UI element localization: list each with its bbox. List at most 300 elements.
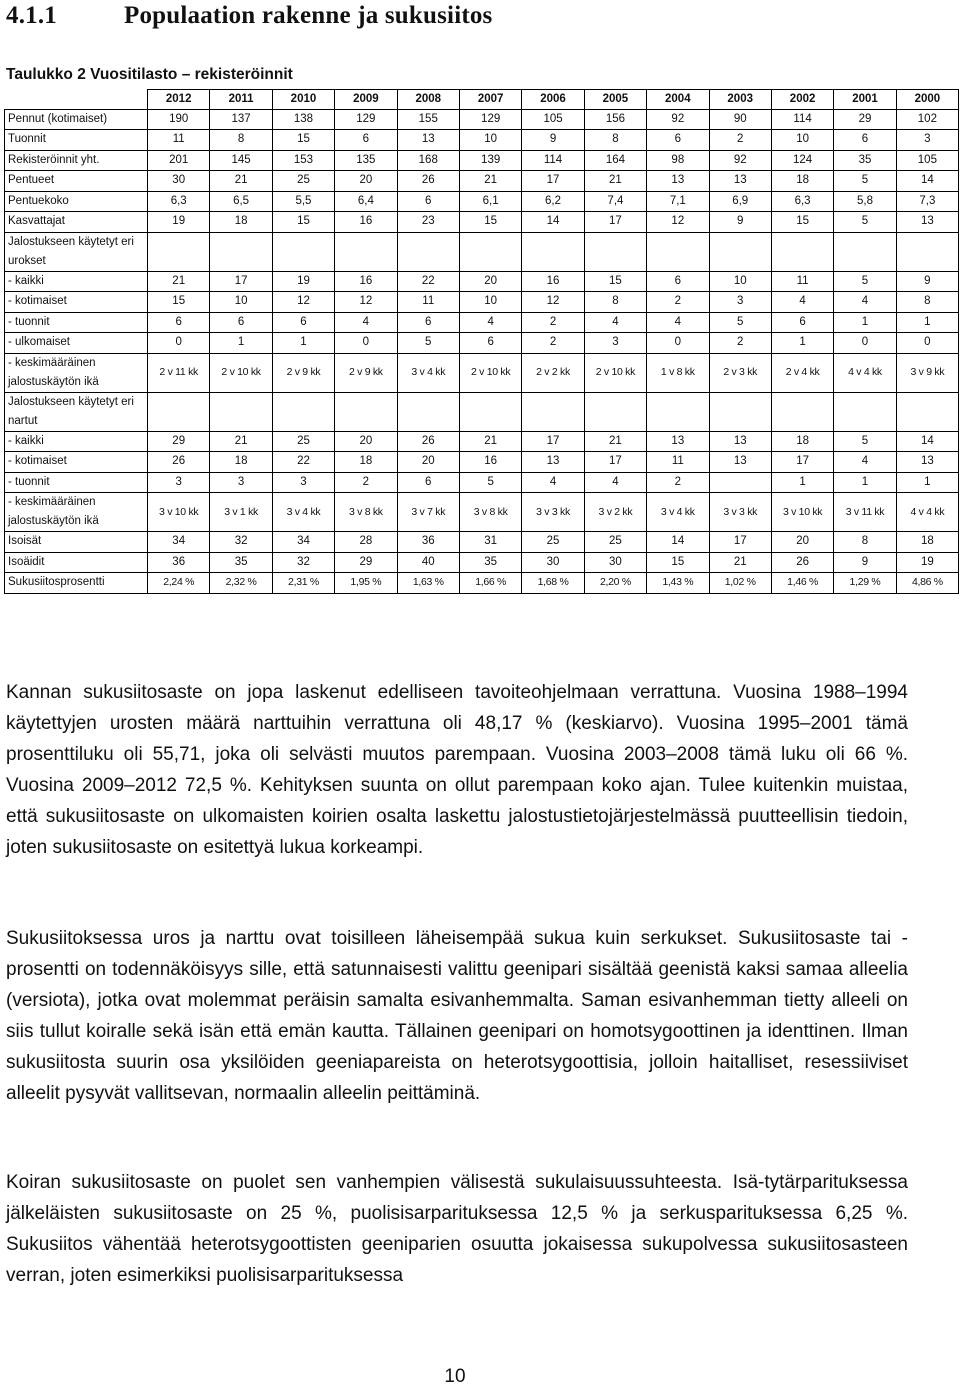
table-cell: 8 (896, 292, 958, 313)
table-cell: 137 (210, 109, 272, 130)
table-cell: 1,66 % (459, 573, 521, 594)
table-cell: 1 (272, 333, 334, 354)
table-cell (397, 392, 459, 431)
table-row (5, 130, 959, 151)
registration-statistics-table (4, 89, 959, 594)
table-cell: 6,3 (148, 191, 210, 212)
table-cell: 21 (584, 431, 646, 452)
table-cell: 145 (210, 150, 272, 171)
table-cell: 1,63 % (397, 573, 459, 594)
table-cell: 12 (522, 292, 584, 313)
table-row (5, 150, 959, 171)
table-row (5, 171, 959, 192)
table-cell: 3 v 11 kk (834, 493, 896, 532)
table-cell: 4 (335, 312, 397, 333)
table-cell (834, 232, 896, 271)
table-cell: 21 (709, 552, 771, 573)
table-cell: 18 (771, 431, 833, 452)
table-cell: 32 (272, 552, 334, 573)
table-cell: 1 (210, 333, 272, 354)
table-cell: 4 (834, 452, 896, 473)
year-header-2005: 2005 (584, 90, 646, 110)
row-label: Jalostukseen käytetyt eri nartut (5, 392, 148, 431)
page-number: 10 (444, 1366, 466, 1387)
table-cell: 3 v 10 kk (771, 493, 833, 532)
table-cell (272, 392, 334, 431)
section-number: 4.1.1 (6, 2, 57, 29)
table-cell: 1 (834, 312, 896, 333)
table-row (5, 353, 959, 392)
table-cell: 0 (834, 333, 896, 354)
table-cell: 4,86 % (896, 573, 958, 594)
table-cell: 7,4 (584, 191, 646, 212)
table-cell (771, 232, 833, 271)
table-cell: 6,1 (459, 191, 521, 212)
table-cell: 92 (647, 109, 709, 130)
table-cell: 3 v 4 kk (272, 493, 334, 532)
table-cell: 6 (272, 312, 334, 333)
table-cell: 155 (397, 109, 459, 130)
table-cell: 8 (584, 292, 646, 313)
table-cell: 36 (148, 552, 210, 573)
table-cell: 17 (709, 532, 771, 553)
table-row (5, 552, 959, 573)
table-cell: 3 v 3 kk (522, 493, 584, 532)
table-cell: 153 (272, 150, 334, 171)
table-cell: 2 v 4 kk (771, 353, 833, 392)
row-label: Rekisteröinnit yht. (5, 150, 148, 171)
table-cell: 23 (397, 212, 459, 233)
table-cell: 30 (148, 171, 210, 192)
table-cell: 3 (709, 292, 771, 313)
table-cell: 22 (272, 452, 334, 473)
table-cell: 22 (397, 271, 459, 292)
table-cell: 25 (272, 431, 334, 452)
table-cell: 28 (335, 532, 397, 553)
table-cell: 31 (459, 532, 521, 553)
table-cell: 2 (647, 292, 709, 313)
table-cell: 114 (522, 150, 584, 171)
table-cell: 1,68 % (522, 573, 584, 594)
table-cell (522, 232, 584, 271)
table-cell (210, 232, 272, 271)
year-header-2003: 2003 (709, 90, 771, 110)
table-cell: 0 (148, 333, 210, 354)
table-cell: 1,29 % (834, 573, 896, 594)
table-cell: 2 v 3 kk (709, 353, 771, 392)
table-cell: 4 v 4 kk (896, 493, 958, 532)
table-cell: 16 (459, 452, 521, 473)
table-cell (459, 232, 521, 271)
table-cell: 6,9 (709, 191, 771, 212)
table-cell: 0 (896, 333, 958, 354)
row-label: Kasvattajat (5, 212, 148, 233)
table-cell: 156 (584, 109, 646, 130)
table-cell: 102 (896, 109, 958, 130)
table-cell: 3 v 1 kk (210, 493, 272, 532)
table-cell: 6 (834, 130, 896, 151)
table-cell: 25 (584, 532, 646, 553)
table-cell: 17 (522, 431, 584, 452)
table-cell (272, 232, 334, 271)
table-cell: 5,8 (834, 191, 896, 212)
table-cell: 34 (272, 532, 334, 553)
year-header-2006: 2006 (522, 90, 584, 110)
table-cell: 4 (522, 472, 584, 493)
row-label: - tuonnit (5, 472, 148, 493)
table-cell: 12 (335, 292, 397, 313)
row-label: Isoäidit (5, 552, 148, 573)
table-row (5, 392, 959, 431)
table-cell: 6 (210, 312, 272, 333)
table-cell: 17 (584, 452, 646, 473)
year-header-2002: 2002 (771, 90, 833, 110)
table-cell: 1 (896, 312, 958, 333)
table-cell: 13 (397, 130, 459, 151)
table-cell (709, 392, 771, 431)
table-row (5, 431, 959, 452)
table-row (5, 191, 959, 212)
table-cell: 17 (584, 212, 646, 233)
table-cell: 168 (397, 150, 459, 171)
table-cell: 32 (210, 532, 272, 553)
row-label: Isoisät (5, 532, 148, 553)
table-cell: 7,3 (896, 191, 958, 212)
table-cell: 15 (148, 292, 210, 313)
row-label: Tuonnit (5, 130, 148, 151)
table-cell: 5 (709, 312, 771, 333)
table-row (5, 271, 959, 292)
table-cell: 4 (584, 472, 646, 493)
table-cell: 20 (459, 271, 521, 292)
table-row (5, 312, 959, 333)
table-cell: 17 (522, 171, 584, 192)
table-cell: 6 (148, 312, 210, 333)
year-header-2010: 2010 (272, 90, 334, 110)
table-cell: 2 (522, 312, 584, 333)
table-cell: 4 (459, 312, 521, 333)
table-cell: 6,3 (771, 191, 833, 212)
table-cell: 9 (522, 130, 584, 151)
table-cell: 5 (834, 212, 896, 233)
table-cell: 9 (709, 212, 771, 233)
year-header-2004: 2004 (647, 90, 709, 110)
table-cell: 34 (148, 532, 210, 553)
table-cell: 14 (522, 212, 584, 233)
table-cell: 129 (459, 109, 521, 130)
table-cell: 13 (522, 452, 584, 473)
row-label: Pentueet (5, 171, 148, 192)
table-cell: 16 (335, 271, 397, 292)
table-cell: 18 (210, 212, 272, 233)
table-cell (709, 232, 771, 271)
table-cell: 4 v 4 kk (834, 353, 896, 392)
table-cell: 6 (771, 312, 833, 333)
table-cell: 105 (522, 109, 584, 130)
table-cell: 3 v 7 kk (397, 493, 459, 532)
table-cell: 17 (771, 452, 833, 473)
table-cell: 19 (896, 552, 958, 573)
table-cell: 1 (771, 333, 833, 354)
table-cell: 1 (834, 472, 896, 493)
table-cell: 15 (272, 212, 334, 233)
table-cell: 21 (459, 171, 521, 192)
row-label: - kotimaiset (5, 292, 148, 313)
row-label: Pennut (kotimaiset) (5, 109, 148, 130)
table-cell: 1,02 % (709, 573, 771, 594)
table-cell: 1 (771, 472, 833, 493)
table-cell: 12 (647, 212, 709, 233)
table-cell (584, 392, 646, 431)
table-cell: 6 (397, 472, 459, 493)
table-cell: 12 (272, 292, 334, 313)
table-cell: 13 (709, 452, 771, 473)
table-cell: 92 (709, 150, 771, 171)
row-label: - ulkomaiset (5, 333, 148, 354)
year-header-2007: 2007 (459, 90, 521, 110)
table-cell: 6,2 (522, 191, 584, 212)
table-cell: 105 (896, 150, 958, 171)
table-cell (335, 232, 397, 271)
table-cell: 0 (647, 333, 709, 354)
table-cell: 2 v 9 kk (335, 353, 397, 392)
table-cell (771, 392, 833, 431)
table-cell: 18 (771, 171, 833, 192)
table-cell: 26 (397, 431, 459, 452)
table-cell: 13 (647, 431, 709, 452)
table-cell: 2 (709, 130, 771, 151)
table-cell: 16 (522, 271, 584, 292)
table-cell: 10 (459, 292, 521, 313)
table-cell: 98 (647, 150, 709, 171)
row-label: Jalostukseen käytetyt eri urokset (5, 232, 148, 271)
table-caption: Taulukko 2 Vuositilasto – rekisteröinnit (6, 66, 293, 83)
table-cell: 3 v 8 kk (335, 493, 397, 532)
table-cell: 11 (771, 271, 833, 292)
table-cell (148, 392, 210, 431)
table-cell: 3 v 4 kk (397, 353, 459, 392)
table-cell: 139 (459, 150, 521, 171)
table-cell (834, 392, 896, 431)
row-label: - keskimääräinen jalostuskäytön ikä (5, 493, 148, 532)
table-cell: 2 (335, 472, 397, 493)
table-cell: 6 (335, 130, 397, 151)
table-cell: 25 (522, 532, 584, 553)
table-cell: 30 (584, 552, 646, 573)
table-cell: 5 (834, 431, 896, 452)
table-cell: 2 v 9 kk (272, 353, 334, 392)
table-cell: 7,1 (647, 191, 709, 212)
table-cell (335, 392, 397, 431)
table-cell: 20 (771, 532, 833, 553)
table-cell: 8 (584, 130, 646, 151)
table-cell: 6 (397, 312, 459, 333)
table-cell: 190 (148, 109, 210, 130)
table-row (5, 493, 959, 532)
table-cell: 3 (272, 472, 334, 493)
row-label: Sukusiitosprosentti (5, 573, 148, 594)
table-cell: 10 (709, 271, 771, 292)
table-cell: 1,95 % (335, 573, 397, 594)
table-cell: 2 v 10 kk (584, 353, 646, 392)
table-cell: 26 (148, 452, 210, 473)
table-cell: 6 (397, 191, 459, 212)
table-cell: 25 (272, 171, 334, 192)
row-label: - kotimaiset (5, 452, 148, 473)
table-cell: 20 (335, 171, 397, 192)
table-cell: 2 (709, 333, 771, 354)
table-cell: 18 (335, 452, 397, 473)
table-cell: 18 (210, 452, 272, 473)
table-cell: 13 (896, 212, 958, 233)
paragraph-1: Kannan sukusiitosaste on jopa laskenut edelliseen tavoiteohjelmaan verrattuna. Vuosina 1988–1994 käytettyjen urosten määrä narttuihin verrattuna oli 48,17 % (keskiarvo). Vuosina 1995–2001 tämä prosenttiluku oli 55,71, joka oli selvästi muutos parempaan. Vuosina 2003–2008 tämä luku oli 66 %. Vuosina 2009–2012 72,5 %. Kehityksen suunta on ollut parempaan koko ajan. Tulee kuitenkin muistaa, että sukusiitosaste on ulkomaisten koirien osalta laskettu jalostustietojärjestelmässä puutteellisin tiedoin, joten sukusiitosaste on esitettyä lukua korkeampi. (6, 682, 908, 858)
table-cell: 14 (896, 431, 958, 452)
table-cell: 1 (896, 472, 958, 493)
table-cell: 6 (459, 333, 521, 354)
table-cell: 2 v 10 kk (459, 353, 521, 392)
year-header-2011: 2011 (210, 90, 272, 110)
year-header-2001: 2001 (834, 90, 896, 110)
table-cell: 5 (459, 472, 521, 493)
table-cell: 3 v 4 kk (647, 493, 709, 532)
table-cell: 36 (397, 532, 459, 553)
table-cell: 11 (148, 130, 210, 151)
table-cell: 20 (397, 452, 459, 473)
row-label: - tuonnit (5, 312, 148, 333)
table-body (5, 109, 959, 593)
table-cell: 6 (647, 130, 709, 151)
table-row (5, 452, 959, 473)
table-cell: 21 (210, 431, 272, 452)
row-label: Pentuekoko (5, 191, 148, 212)
table-row (5, 109, 959, 130)
table-cell: 1,46 % (771, 573, 833, 594)
table-cell: 11 (647, 452, 709, 473)
table-cell: 8 (210, 130, 272, 151)
row-label: - keskimääräinen jalostuskäytön ikä (5, 353, 148, 392)
table-cell: 6 (647, 271, 709, 292)
table-cell: 16 (335, 212, 397, 233)
table-row (5, 292, 959, 313)
table-cell: 9 (896, 271, 958, 292)
table-cell: 11 (397, 292, 459, 313)
table-cell: 2 (522, 333, 584, 354)
table-cell: 3 (210, 472, 272, 493)
table-cell: 21 (584, 171, 646, 192)
table-cell: 15 (459, 212, 521, 233)
table-cell (647, 232, 709, 271)
table-cell (584, 232, 646, 271)
table-cell: 10 (210, 292, 272, 313)
table-row (5, 232, 959, 271)
table-cell (459, 392, 521, 431)
table-cell: 19 (148, 212, 210, 233)
table-cell: 3 v 3 kk (709, 493, 771, 532)
table-cell: 5 (834, 271, 896, 292)
table-row (5, 573, 959, 594)
row-label: - kaikki (5, 431, 148, 452)
year-header-2009: 2009 (335, 90, 397, 110)
year-header-2008: 2008 (397, 90, 459, 110)
table-cell: 14 (896, 171, 958, 192)
row-label: - kaikki (5, 271, 148, 292)
table-cell: 2,24 % (148, 573, 210, 594)
table-corner-cell (5, 90, 148, 110)
table-cell: 4 (647, 312, 709, 333)
table-cell (522, 392, 584, 431)
table-cell: 14 (647, 532, 709, 553)
table-row (5, 212, 959, 233)
table-cell: 40 (397, 552, 459, 573)
table-header-row (5, 90, 959, 110)
table-cell: 201 (148, 150, 210, 171)
table-cell: 21 (210, 171, 272, 192)
table-cell: 10 (459, 130, 521, 151)
table-row (5, 333, 959, 354)
table-cell: 15 (647, 552, 709, 573)
table-cell: 35 (459, 552, 521, 573)
table-cell: 2,32 % (210, 573, 272, 594)
table-cell: 26 (771, 552, 833, 573)
table-cell: 1,43 % (647, 573, 709, 594)
table-cell: 10 (771, 130, 833, 151)
table-cell: 3 (584, 333, 646, 354)
table-cell (896, 392, 958, 431)
table-cell: 2 (647, 472, 709, 493)
table-cell: 1 v 8 kk (647, 353, 709, 392)
year-header-2012: 2012 (148, 90, 210, 110)
table-cell: 35 (210, 552, 272, 573)
table-cell: 2,31 % (272, 573, 334, 594)
table-cell: 30 (522, 552, 584, 573)
year-header-2000: 2000 (896, 90, 958, 110)
table-cell: 6,4 (335, 191, 397, 212)
table-cell: 90 (709, 109, 771, 130)
table-cell: 3 v 9 kk (896, 353, 958, 392)
table-cell: 0 (335, 333, 397, 354)
table-cell: 2 v 11 kk (148, 353, 210, 392)
table-cell: 19 (272, 271, 334, 292)
table-cell: 29 (335, 552, 397, 573)
table-cell: 13 (896, 452, 958, 473)
table-cell: 21 (459, 431, 521, 452)
table-cell: 3 (896, 130, 958, 151)
table-cell: 29 (834, 109, 896, 130)
table-cell: 138 (272, 109, 334, 130)
table-cell: 3 v 8 kk (459, 493, 521, 532)
table-cell: 18 (896, 532, 958, 553)
section-title: Populaation rakenne ja sukusiitos (124, 2, 493, 29)
table-cell: 164 (584, 150, 646, 171)
table-cell: 29 (148, 431, 210, 452)
table-cell: 4 (771, 292, 833, 313)
table-row (5, 472, 959, 493)
paragraph-2: Sukusiitoksessa uros ja narttu ovat toisilleen läheisempää sukua kuin serkukset. Sukusiitosaste tai -prosentti on todennäköisyys sille, että satunnaisesti valittu geenipari sisältää geenistä kaksi samaa alleelia (versiota), jotka ovat molemmat peräisin samalta esivanhemmalta. Saman esivanhemman tietty alleeli on siis tullut koiralle sekä isän että emän kautta. Tällainen geenipari on homotsygoottinen ja identtinen. Ilman sukusiitosta suurin osa yksilöiden geeniapareista on heterotsygoottisia, jolloin haitalliset, resessiiviset alleelit pysyvät vallitsevan, normaalin alleelin peittäminä. (6, 928, 908, 1104)
table-cell: 17 (210, 271, 272, 292)
table-cell (148, 232, 210, 271)
table-cell: 2 v 10 kk (210, 353, 272, 392)
table-cell: 15 (771, 212, 833, 233)
table-cell: 4 (834, 292, 896, 313)
table-cell: 13 (709, 431, 771, 452)
table-cell: 3 v 2 kk (584, 493, 646, 532)
table-cell (210, 392, 272, 431)
table-cell: 114 (771, 109, 833, 130)
table-cell (896, 232, 958, 271)
table-cell: 129 (335, 109, 397, 130)
paragraph-3: Koiran sukusiitosaste on puolet sen vanhempien välisestä sukulaisuussuhteesta. Isä-tytärparituksessa jälkeläisten sukusiitosaste on 25 %, puolisisarparituksessa 12,5 % ja serkusparituksessa 6,25 %. Sukusiitos vähentää heterotsygoottisten geeniparien osuutta jokaisessa sukupolvessa sukusiitosasteen verran, joten esimerkiksi puolisisarparituksessa (6, 1172, 908, 1286)
table-row (5, 532, 959, 553)
